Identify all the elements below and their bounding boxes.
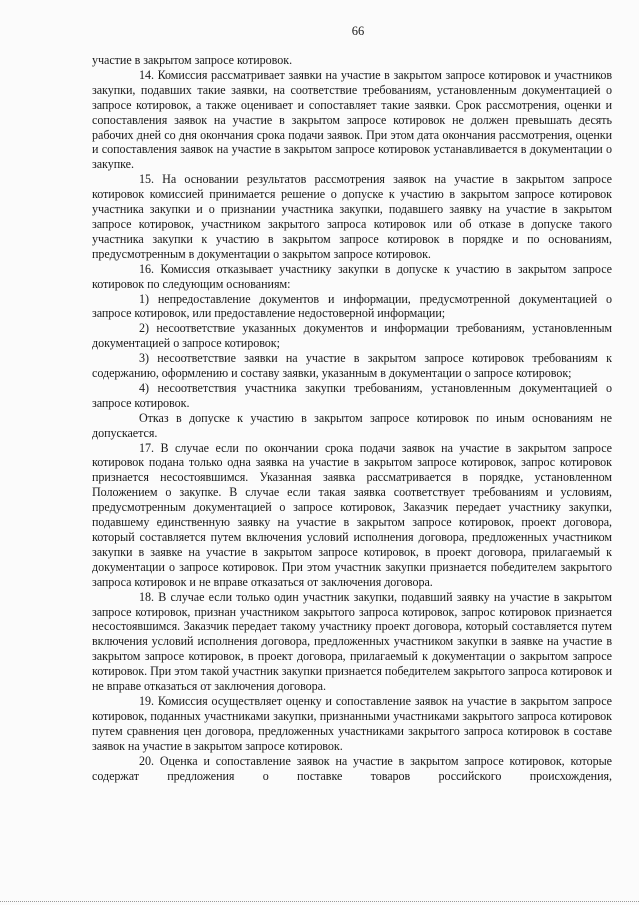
list-item-4: 4) несоответствия участника закупки требованиям, установленным документацией о запросе котировок. (92, 380, 612, 410)
document-body (92, 53, 612, 783)
paragraph-19: 19. Комиссия осуществляет оценку и сопоставление заявок на участие в закрытом запросе котировок, поданных участниками закупки, признанными участниками закрытого запроса котировок путем сравнения цен договора, предложенных участниками закрытого запроса котировок в составе заявок на участие в закрытом запросе котировок. (92, 693, 612, 753)
page-bottom-edge (0, 901, 639, 902)
paragraph-14: 14. Комиссия рассматривает заявки на участие в закрытом запросе котировок и участников закупки, подавших такие заявки, на соответствие требованиям, установленным документацией о запросе котировок, а также оценивает и сопоставляет такие заявки. Срок рассмотрения, оценки и сопоставления заявок на участие в закрытом запросе котировок не должен превышать десять рабочих дней со дня окончания срока подачи заявок. При этом дата окончания рассмотрения, оценки и сопоставления заявок на участие в закрытом запросе котировок устанавливается в документации о закупке. (92, 67, 612, 172)
paragraph-continuation: участие в закрытом запросе котировок. (92, 53, 293, 67)
paragraph-16: 16. Комиссия отказывает участнику закупки в допуске к участию в закрытом запросе котировок по следующим основаниям: (92, 261, 612, 291)
list-item-2: 2) несоответствие указанных документов и информации требованиям, установленным документацией о запросе котировок; (92, 321, 612, 351)
list-item-3: 3) несоответствие заявки на участие в закрытом запросе котировок требованиям к содержанию, оформлению и составу заявки, указанным в документации о запросе котировок; (92, 351, 612, 381)
paragraph-15: 15. На основании результатов рассмотрения заявок на участие в закрытом запросе котировок комиссией принимается решение о допуске к участию в закрытом запросе котировок участника закупки и о признании участника закупки, подавшего заявку на участие в закрытом запросе котировок, участником закрытого запроса котировок или об отказе в допуске такого участника закупки к участию в закрытом запросе котировок в порядке и по основаниям, предусмотренным в документации о закрытом запросе котировок. (92, 172, 612, 261)
page-number: 66 (351, 24, 365, 38)
paragraph-18: 18. В случае если только один участник закупки, подавший заявку на участие в закрытом запросе котировок, признан участником закрытого запроса котировок, запрос котировок признается несостоявшимся. Заказчик передает такому участнику проект договора, который составляется путем включения условий исполнения договора, предложенных участником закупки в заявке на участие в закрытом запросе котировок, в проект договора, прилагаемый к документации о закрытом запросе котировок. При этом такой участник закупки признается победителем закрытого запроса котировок и не вправе отказаться от заключения договора. (92, 589, 612, 694)
list-item-1: 1) непредоставление документов и информации, предусмотренной документацией о запросе котировок, или предоставление недостоверной информации; (92, 291, 612, 321)
paragraph-17: 17. В случае если по окончании срока подачи заявок на участие в закрытом запросе котировок подана только одна заявка на участие в закрытом запросе котировок, запрос котировок признается несостоявшимся. Указанная заявка рассматривается в порядке, установленном Положением о закупке. В случае если такая заявка соответствует требованиям и условиям, предусмотренным документацией о запросе котировок, Заказчик передает участнику закупки, подавшему единственную заявку на участие в закрытом запросе котировок, проект договора, который составляется путем включения условий исполнения договора, предложенных участником закупки в заявке на участие в закрытом запросе котировок, в проект договора, прилагаемый к документации о запросе котировок. При этом участник закупки признается победителем закрытого запроса котировок и не вправе отказаться от заключения договора. (92, 440, 612, 589)
paragraph-20: 20. Оценка и сопоставление заявок на участие в закрытом запросе котировок, которые содержат предложения о поставке товаров российского происхождения, (92, 753, 612, 783)
paragraph-refusal-note: Отказ в допуске к участию в закрытом запросе котировок по иным основаниям не допускается. (92, 410, 612, 440)
